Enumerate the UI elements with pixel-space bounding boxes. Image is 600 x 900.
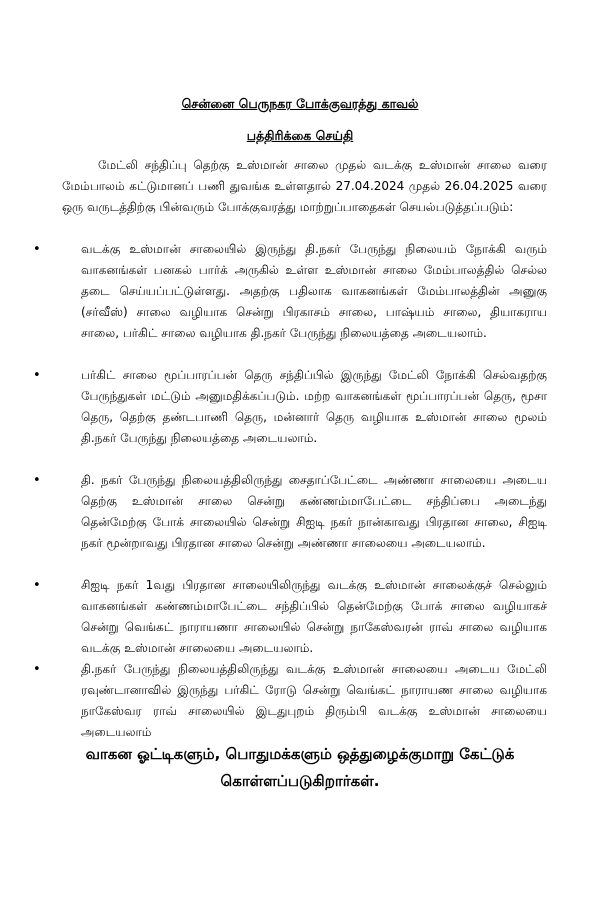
bullet-dot-icon: • <box>33 662 41 677</box>
organization-title: சென்னை பெருநகர போக்குவரத்து காவல் <box>181 96 419 111</box>
list-item-text: தி.நகர் பேருந்து நிலையத்திலிருந்து வடக்கு உஸ்மான் சாலையை அடைய மேட்லி ரவுண்டானாவில் இருந்து பர்கிட் ரோடு சென்று வெங்கட் நாராயண சாலை வழியாக நாகேஸ்வர ராவ் சாலையில் இடதுபுறம் திரும்பி வடக்கு உஸ்மான் சாலையை அடையலாம் <box>81 662 547 739</box>
list-item-text: சிஐடி நகர் 1வது பிரதான சாலையிலிருந்து வடக்கு உஸ்மான் சாலைக்குச் செல்லும் வாகனங்கள் கண்ணம்மாபேட்டை சந்திப்பில் தென்மேற்கு போக் சாலை வழியாகச் சென்று வெங்கட் நாராயணா சாலையில் சென்று நாகேஸ்வரன் ராவ் சாலை வழியாக வடக்கு உஸ்மான் சாலையை அடையலாம். <box>81 578 547 655</box>
bullet-dot-icon: • <box>33 242 41 257</box>
list-item <box>33 575 547 659</box>
bullet-dot-icon: • <box>33 578 41 593</box>
diversion-list <box>0 239 600 743</box>
list-item <box>33 470 547 575</box>
bullet-dot-icon: • <box>33 368 41 383</box>
list-item-text: தி. நகர் பேருந்து நிலையத்திலிருந்து சைதாப்பேட்டை அண்ணா சாலையை அடைய தெற்கு உஸ்மான் சாலை சென்று கண்ணம்மாபேட்டை சந்திப்பை அடைந்து தென்மேற்கு போக் சாலையில் சென்று சிஐடி நகர் நான்காவது பிரதான சாலை, சிஐடி நகர் மூன்றாவது பிரதான சாலை சென்று அண்ணா சாலையை அடையலாம். <box>81 473 547 550</box>
list-item-text: வடக்கு உஸ்மான் சாலையில் இருந்து தி.நகர் பேருந்து நிலையம் நோக்கி வரும் வாகனங்கள் பனகல் பார்க் அருகில் உள்ள உஸ்மான் சாலை மேம்பாலத்தில் செல்ல தடை செய்யப்பட்டுள்ளது. அதற்கு பதிலாக வாகனங்கள் மேம்பாலத்தின் அனுகு (சர்வீஸ்) சாலை வழியாக சென்று பிரகாசம் சாலை, பாஷ்யம் சாலை, தியாகராய சாலை, பர்கிட் சாலை வழியாக தி.நகர் பேருந்து நிலையத்தை அடையலாம். <box>81 242 547 340</box>
intro-paragraph: மேட்லி சந்திப்பு தெற்கு உஸ்மான் சாலை முதல் வடக்கு உஸ்மான் சாலை வரை மேம்பாலம் கட்டுமானப் பணி துவங்க உள்ளதால் 27.04.2024 முதல் 26.04.2025 வரை ஒரு வருடத்திற்கு பின்வரும் போக்குவரத்து மாற்றுப்பாதைகள் செயல்படுத்தப்படும்: <box>62 158 547 214</box>
list-item-text: பர்கிட் சாலை மூப்பாரப்பன் தெரு சந்திப்பில் இருந்து மேட்லி நோக்கி செல்வதற்கு பேருந்துகள் மட்டும் அனுமதிக்கப்படும். மற்ற வாகனங்கள் மூப்பாரப்பன் தெரு, மூசா தெரு, தெற்கு தண்டபாணி தெரு, மன்னார் தெரு வழியாக உஸ்மான் சாலை மூலம் தி.நகர் பேருந்து நிலையத்தை அடையலாம். <box>81 368 547 445</box>
document-type-title: பத்திரிக்கை செய்தி <box>246 128 354 143</box>
bullet-dot-icon: • <box>33 473 41 488</box>
list-item <box>33 365 547 470</box>
list-item <box>33 239 547 365</box>
closing-appeal: வாகன ஓட்டிகளும், பொதுமக்களும் ஒத்துழைக்குமாறு கேட்டுக் கொள்ளப்படுகிறார்கள். <box>85 745 515 790</box>
list-item <box>33 659 547 743</box>
